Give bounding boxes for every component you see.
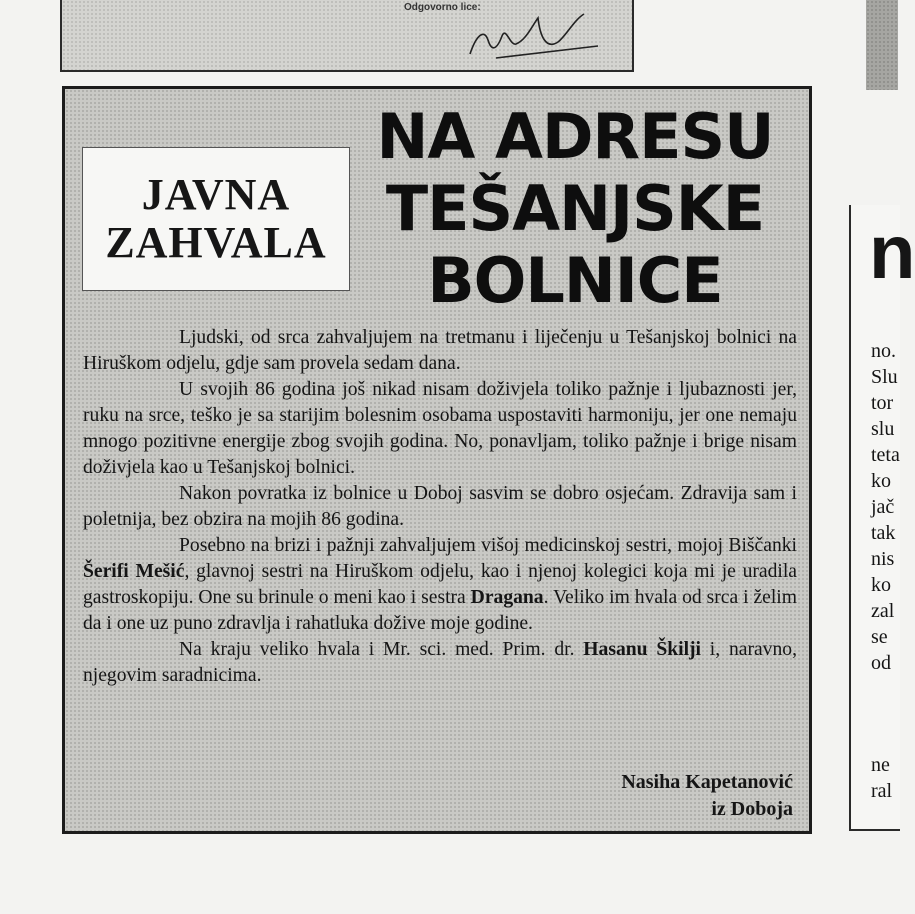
signature-line: iz Doboja xyxy=(711,798,793,820)
headline-line: NA ADRESU xyxy=(376,100,774,173)
right-column-fragment: teta xyxy=(871,444,900,466)
ad-signature xyxy=(621,769,793,823)
javna-zahvala-label xyxy=(82,147,350,291)
paragraph-text: . Veliko im hvala od srca i želim da i one uz puno zdravlja i rahatluka dožive moje godine. xyxy=(83,587,797,634)
right-column-fragment: tor xyxy=(871,392,894,414)
ad-paragraph xyxy=(83,325,797,377)
signature-scribble-icon xyxy=(466,6,606,68)
right-column-fragment: slu xyxy=(871,418,895,440)
right-column-fragment: ko xyxy=(871,470,891,492)
paragraph-text: , glavnoj sestri na Hiruškom odjelu, kao i njenoj kolegici koja mi je uradila gastroskopiju. One su brinule o meni kao i sestra xyxy=(83,561,798,608)
ad-body-text xyxy=(83,325,797,689)
label-line: JAVNA xyxy=(141,170,291,219)
bold-name: Hasanu Škilji xyxy=(583,639,701,660)
headline-line: TEŠANJSKE xyxy=(385,172,765,245)
right-column-fragment: ral xyxy=(871,780,893,802)
right-column-fragment: jač xyxy=(871,496,895,518)
paragraph-text: Nakon povratka iz bolnice u Doboj sasvim se dobro osjećam. Zdravija sam i poletnija, bez obzira na mojih 86 godina. xyxy=(83,483,797,530)
paragraph-text: U svojih 86 godina još nikad nisam doživjela toliko pažnje i ljubaznosti jer, ruku na srce, teško je sa starijim bolesnim osobama uspostaviti harmoniju, jer one nemaju mnogo pozitivne energije zbog svojih godina. No, ponavljam, toliko pažnje i brige nisam doživjela kao u Tešanjskoj bolnici. xyxy=(83,379,797,478)
signature-line: Nasiha Kapetanović xyxy=(621,771,793,793)
top-ad-box xyxy=(60,0,634,72)
paragraph-text: Posebno na brizi i pažnji zahvaljujem višoj medicinskoj sestri, mojoj Biščanki xyxy=(179,535,797,556)
paragraph-text: Na kraju veliko hvala i Mr. sci. med. Prim. dr. xyxy=(179,639,584,660)
ad-paragraph xyxy=(83,481,797,533)
responsible-person-label: Odgovorno lice: xyxy=(404,2,481,13)
right-grey-block xyxy=(866,0,898,90)
ad-headline xyxy=(353,101,797,317)
right-column-fragment: ko xyxy=(871,574,891,596)
ad-paragraph xyxy=(83,637,797,689)
right-column-fragment: nis xyxy=(871,548,895,570)
right-column-headline-letter: n xyxy=(869,210,915,295)
paragraph-text: i, naravno, njegovim saradnicima. xyxy=(83,639,797,686)
bold-name: Šerifi Mešić xyxy=(83,561,185,582)
right-column-fragment: tak xyxy=(871,522,896,544)
paragraph-text: Ljudski, od srca zahvaljujem na tretmanu i liječenju u Tešanjskoj bolnici na Hiruškom odjelu, gdje sam provela sedam dana. xyxy=(83,327,797,374)
right-column-fragment: od xyxy=(871,652,891,674)
bold-name: Dragana xyxy=(470,587,544,608)
right-article-column xyxy=(849,205,915,831)
ad-paragraph xyxy=(83,377,797,481)
public-thanks-ad xyxy=(62,86,812,834)
label-line: ZAHVALA xyxy=(105,218,327,267)
right-column-fragment: no. xyxy=(871,340,896,362)
right-column-fragment: se xyxy=(871,626,888,648)
headline-line: BOLNICE xyxy=(427,244,723,317)
ad-paragraph xyxy=(83,533,797,637)
right-column-fragment: ne xyxy=(871,754,890,776)
right-column-fragment: Slu xyxy=(871,366,898,388)
right-column-fragment: zal xyxy=(871,600,895,622)
